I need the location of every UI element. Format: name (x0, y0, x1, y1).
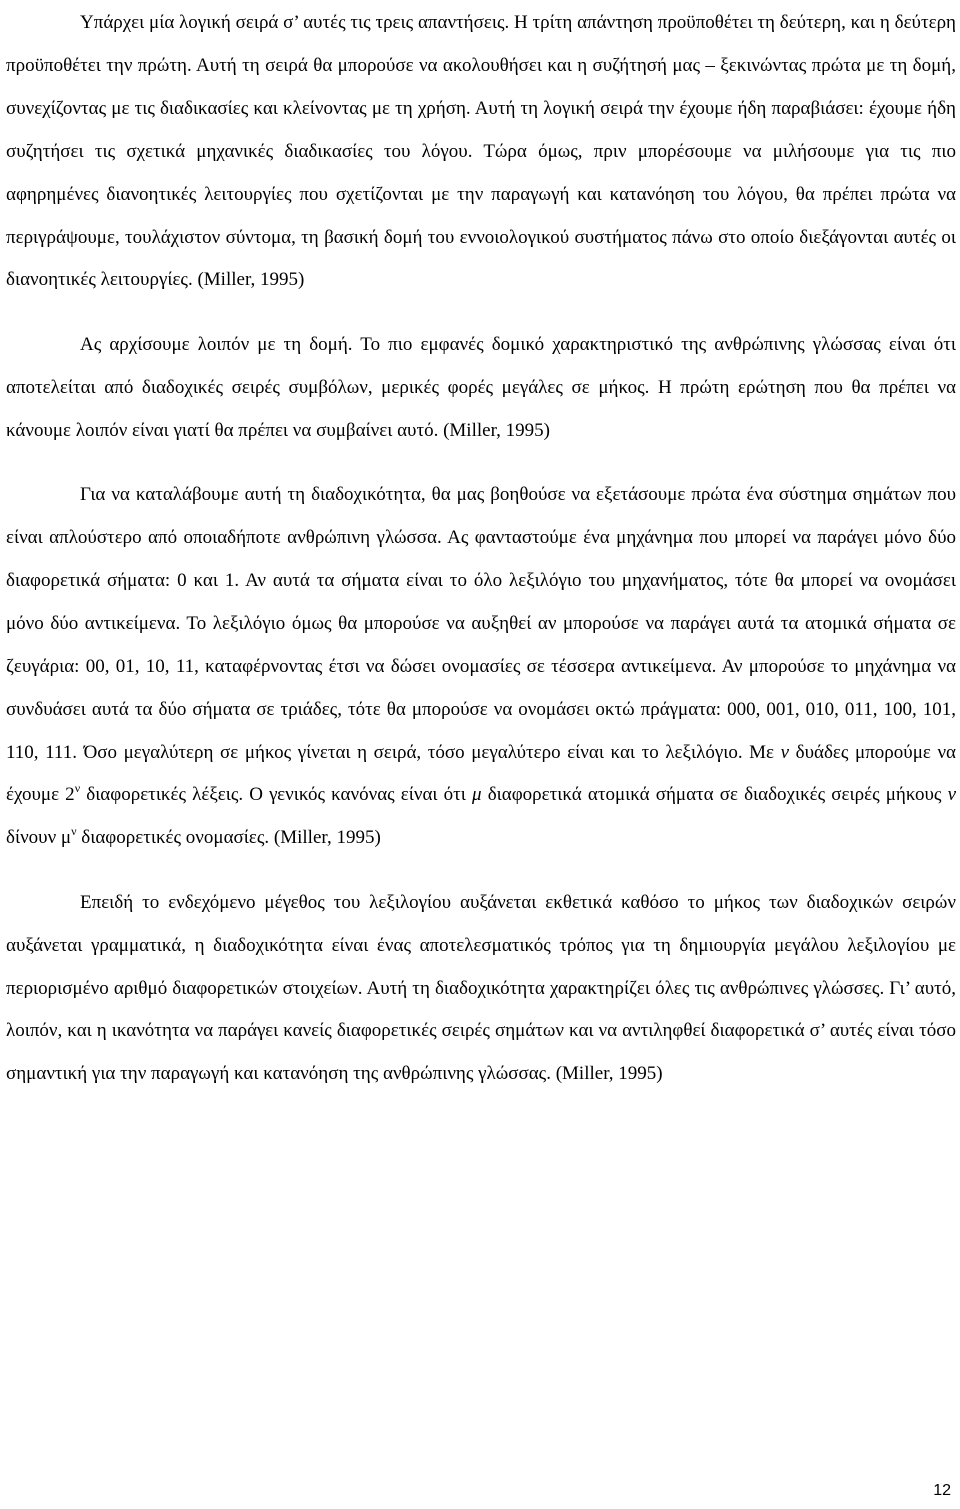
paragraph-text: διαφορετικές ονομασίες. (Miller, 1995) (76, 827, 381, 849)
paragraph-text: δυάδες μπορούμε να έχουμε 2 (6, 741, 956, 806)
paragraph-vocabulary-growth (6, 882, 956, 1097)
paragraph-text: Για να καταλάβουμε αυτή τη διαδοχικότητα, θα μας βοηθούσε να εξετάσουμε πρώτα ένα σύστημα σημάτων που είναι απλούστερο από οποιαδήποτε ανθρώπινη γλώσσα. Ας φανταστούμε ένα μηχάνημα που μπορεί να παράγει μόνο δύο διαφορετικά σήματα: 0 και 1. Αν αυτά τα σήματα είναι το όλο λεξιλόγιο του μηχανήματος, τότε θα μπορεί να ονομάσει μόνο δύο αντικείμενα. Το λεξιλόγιο όμως θα μπορούσε να αυξηθεί αν μπορούσε να παράγει αυτά τα ατομικά σήματα σε ζευγάρια: 00, 01, 10, 11, καταφέρνοντας έτσι να δώσει ονομασίες σε τέσσερα αντικείμενα. Αν μπορούσε το μηχάνημα να συνδυάσει αυτά τα δύο σήματα σε τριάδες, τότε θα μπορούσε να ονομάσει οκτώ πράγματα: 000, 001, 010, 011, 100, 101, 110, 111. Όσο μεγαλύτερη σε μήκος γίνεται η σειρά, τόσο μεγαλύτερο είναι και το λεξιλόγιο. Με (6, 484, 956, 763)
paragraph-text: διαφορετικά ατομικά σήματα σε διαδοχικές σειρές μήκους (481, 784, 948, 806)
exponent-nu: ν (71, 824, 77, 839)
variable-nu: ν (947, 784, 956, 806)
variable-nu: ν (780, 741, 790, 763)
paragraph-text: Υπάρχει μία λογική σειρά σ’ αυτές τις τρεις απαντήσεις. Η τρίτη απάντηση προϋποθέτει τη δεύτερη, και η δεύτερη προϋποθέτει την πρώτη. Αυτή τη σειρά θα μπορούσε να ακολουθήσει και η συζήτησή μας – ξεκινώντας πρώτα με τη δομή, συνεχίζοντας με τις διαδικασίες και κλείνοντας με τη χρήση. Αυτή τη λογική σειρά την έχουμε ήδη παραβιάσει: έχουμε ήδη συζητήσει τις σχετικά μηχανικές διαδικασίες του λόγου. Τώρα όμως, πριν μπορέσουμε να μιλήσουμε για τις πιο αφηρημένες διανοητικές λειτουργίες που σχετίζονται με την παραγωγή και κατανόηση του λόγου, θα πρέπει πρώτα να περιγράψουμε, τουλάχιστον σύντομα, τη βασική δομή του εννοιολογικού συστήματος πάνω στο οποίο διεξάγονται αυτές οι διανοητικές λειτουργίες. (Miller, 1995) (6, 12, 956, 291)
paragraph-structure (6, 324, 956, 453)
paragraph-text: Επειδή το ενδεχόμενο μέγεθος του λεξιλογίου αυξάνεται εκθετικά καθόσο το μήκος των διαδοχικών σειρών αυξάνεται γραμματικά, η διαδοχικότητα είναι ένας αποτελεσματικός τρόπος για τη δημιουργία μεγάλου λεξιλογίου με περιορισμένο αριθμό διαφορετικών στοιχείων. Αυτή τη διαδοχικότητα χαρακτηρίζει όλες τις ανθρώπινες γλώσσες. Γι’ αυτό, λοιπόν, και η ικανότητα να παράγει κανείς διαφορετικές σειρές σημάτων και να αντιληφθεί διαφορετικά σ’ αυτές είναι τόσο σημαντική για την παραγωγή και κατανόηση της ανθρώπινης γλώσσας. (Miller, 1995) (6, 891, 956, 1085)
paragraph-sequentiality (6, 474, 956, 860)
page-number: 12 (933, 1482, 951, 1499)
paragraph-text: δίνουν μ (6, 827, 72, 849)
paragraph-text: Ας αρχίσουμε λοιπόν με τη δομή. Το πιο εμφανές δομικό χαρακτηριστικό της ανθρώπινης γλώσσας είναι ότι αποτελείται από διαδοχικές σειρές συμβόλων, μερικές φορές μεγάλες σε μήκος. Η πρώτη ερώτηση που θα πρέπει να κάνουμε λοιπόν είναι γιατί θα πρέπει να συμβαίνει αυτό. (Miller, 1995) (6, 333, 956, 441)
variable-mu: μ (472, 784, 482, 806)
paragraph-logical-order (6, 2, 956, 302)
exponent-nu: ν (74, 781, 81, 796)
document-page (6, 2, 956, 1096)
paragraph-text: διαφορετικές λέξεις. Ο γενικός κανόνας είναι ότι (80, 784, 473, 806)
